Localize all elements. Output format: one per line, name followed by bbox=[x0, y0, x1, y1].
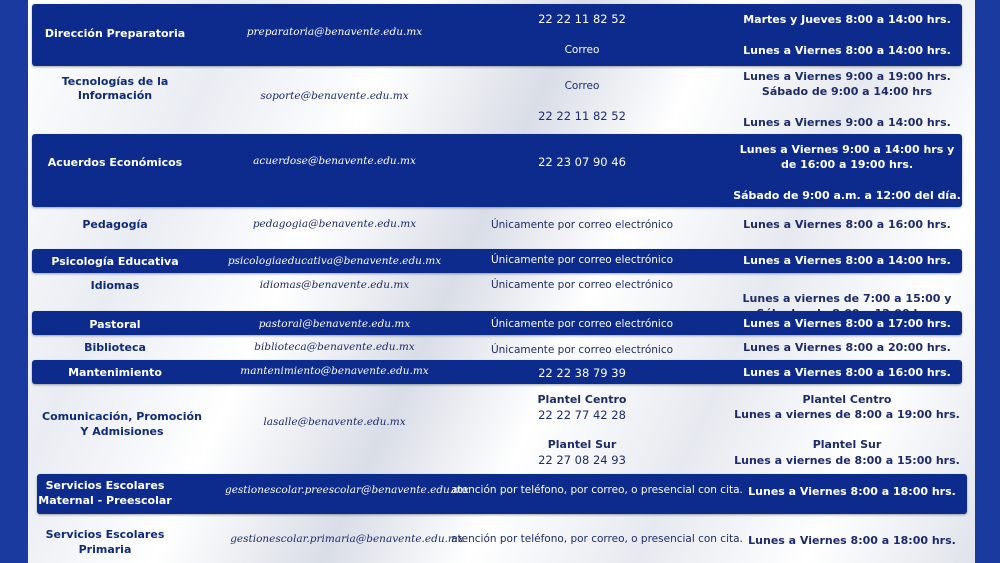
email-link[interactable]: gestionescolar.preescolar@benavente.edu.mx bbox=[224, 484, 470, 496]
dept-name: Pedagogía bbox=[82, 218, 148, 231]
office-hours: Lunes a viernes de 8:00 a 19:00 hrs. bbox=[734, 408, 960, 421]
office-hours: Lunes a viernes de 8:00 a 15:00 hrs. bbox=[734, 454, 960, 467]
email-link[interactable]: acuerdose@benavente.edu.mx bbox=[253, 155, 416, 167]
contact-phone: 22 22 77 42 28 bbox=[538, 408, 626, 422]
office-hours: Lunes a Viernes 9:00 a 14:00 hrs. bbox=[743, 116, 951, 129]
office-hours: Sábado de 9:00 a 14:00 hrs bbox=[761, 85, 933, 98]
email-link[interactable]: gestionescolar.primaria@benavente.edu.mx bbox=[230, 533, 464, 545]
campus-label: Plantel Sur bbox=[547, 438, 617, 451]
dept-name: Primaria bbox=[78, 543, 132, 556]
dept-name: Servicios Escolares bbox=[45, 528, 165, 541]
contact-method: Únicamente por correo electrónico bbox=[490, 318, 674, 330]
row-servicios-escolares-preescolar bbox=[37, 474, 967, 514]
contact-phone: 22 22 11 82 52 bbox=[538, 109, 626, 123]
office-hours: de 16:00 a 19:00 hrs. bbox=[780, 158, 914, 171]
row-acuerdos-economicos bbox=[32, 134, 962, 207]
contact-method: Únicamente por correo electrónico bbox=[490, 279, 674, 291]
row-mantenimiento bbox=[32, 360, 962, 384]
office-hours: Lunes a Viernes 9:00 a 19:00 hrs. bbox=[743, 70, 951, 83]
dept-name: Biblioteca bbox=[84, 341, 146, 354]
email-link[interactable]: psicologiaeducativa@benavente.edu.mx bbox=[227, 255, 442, 267]
contact-phone: 22 22 38 79 39 bbox=[538, 366, 626, 380]
row-comunicacion-admisiones bbox=[32, 385, 962, 473]
email-link[interactable]: pedagogia@benavente.edu.mx bbox=[252, 218, 417, 230]
contact-method: atención por teléfono, por correo, o presencial con cita. bbox=[451, 484, 743, 496]
office-hours: Lunes a Viernes 8:00 a 16:00 hrs. bbox=[743, 218, 951, 231]
office-hours: Sábado de 9:00 a.m. a 12:00 del día. bbox=[733, 189, 961, 202]
campus-label: Plantel Centro bbox=[537, 393, 627, 406]
dept-name: Dirección Preparatoria bbox=[44, 27, 186, 40]
dept-name: Comunicación, Promoción bbox=[42, 410, 202, 423]
dept-name: Tecnologías de la bbox=[61, 75, 169, 88]
office-hours: Lunes a Viernes 8:00 a 14:00 hrs. bbox=[743, 254, 951, 267]
dept-name: Información bbox=[77, 89, 153, 102]
campus-label: Plantel Centro bbox=[802, 393, 892, 406]
email-link[interactable]: soporte@benavente.edu.mx bbox=[260, 90, 409, 102]
contact-method: Únicamente por correo electrónico bbox=[490, 254, 674, 266]
office-hours: Lunes a Viernes 8:00 a 17:00 hrs. bbox=[743, 317, 951, 330]
office-hours: Lunes a viernes de 7:00 a 15:00 y bbox=[742, 292, 952, 305]
contact-method: Correo bbox=[564, 80, 600, 92]
office-hours: Lunes a Viernes 8:00 a 18:00 hrs. bbox=[748, 485, 956, 498]
row-biblioteca bbox=[32, 335, 962, 359]
dept-name: Idiomas bbox=[90, 279, 140, 292]
dept-name: Psicología Educativa bbox=[51, 255, 179, 268]
email-link[interactable]: biblioteca@benavente.edu.mx bbox=[254, 341, 415, 353]
row-tecnologias-informacion bbox=[32, 66, 962, 134]
email-link[interactable]: pastoral@benavente.edu.mx bbox=[258, 318, 411, 330]
email-link[interactable]: idiomas@benavente.edu.mx bbox=[259, 279, 410, 291]
row-pastoral bbox=[32, 311, 962, 335]
campus-label: Plantel Sur bbox=[812, 438, 882, 451]
office-hours: Lunes a Viernes 8:00 a 16:00 hrs. bbox=[743, 366, 951, 379]
contact-phone: 22 22 11 82 52 bbox=[538, 12, 626, 26]
dept-name: Y Admisiones bbox=[80, 425, 164, 438]
dept-name: Mantenimiento bbox=[68, 366, 162, 379]
email-link[interactable]: mantenimiento@benavente.edu.mx bbox=[240, 365, 429, 377]
contact-phone: 22 27 08 24 93 bbox=[538, 453, 626, 467]
office-hours: Lunes a Viernes 8:00 a 20:00 hrs. bbox=[743, 341, 951, 354]
email-link[interactable]: preparatoria@benavente.edu.mx bbox=[246, 26, 423, 38]
contact-method: Únicamente por correo electrónico bbox=[490, 219, 674, 231]
email-link[interactable]: lasalle@benavente.edu.mx bbox=[263, 416, 406, 428]
row-psicologia-educativa bbox=[32, 249, 962, 273]
contact-method: Únicamente por correo electrónico bbox=[490, 344, 674, 356]
office-hours: Lunes a Viernes 9:00 a 14:00 hrs y bbox=[739, 143, 955, 156]
dept-name: Acuerdos Económicos bbox=[47, 156, 183, 169]
contact-phone: 22 23 07 90 46 bbox=[538, 155, 626, 169]
row-servicios-escolares-primaria bbox=[37, 514, 967, 563]
contact-method: atención por teléfono, por correo, o presencial con cita. bbox=[451, 533, 743, 545]
office-hours: Martes y Jueves 8:00 a 14:00 hrs. bbox=[743, 13, 951, 26]
row-direccion-preparatoria bbox=[32, 4, 962, 66]
contact-method: Correo bbox=[564, 44, 600, 56]
office-hours: Lunes a Viernes 8:00 a 18:00 hrs. bbox=[748, 534, 956, 547]
dept-name: Maternal - Preescolar bbox=[38, 494, 172, 507]
office-hours: Lunes a Viernes 8:00 a 14:00 hrs. bbox=[743, 44, 951, 57]
dept-name: Pastoral bbox=[89, 318, 141, 331]
dept-name: Servicios Escolares bbox=[45, 479, 165, 492]
row-pedagogia bbox=[32, 208, 962, 248]
